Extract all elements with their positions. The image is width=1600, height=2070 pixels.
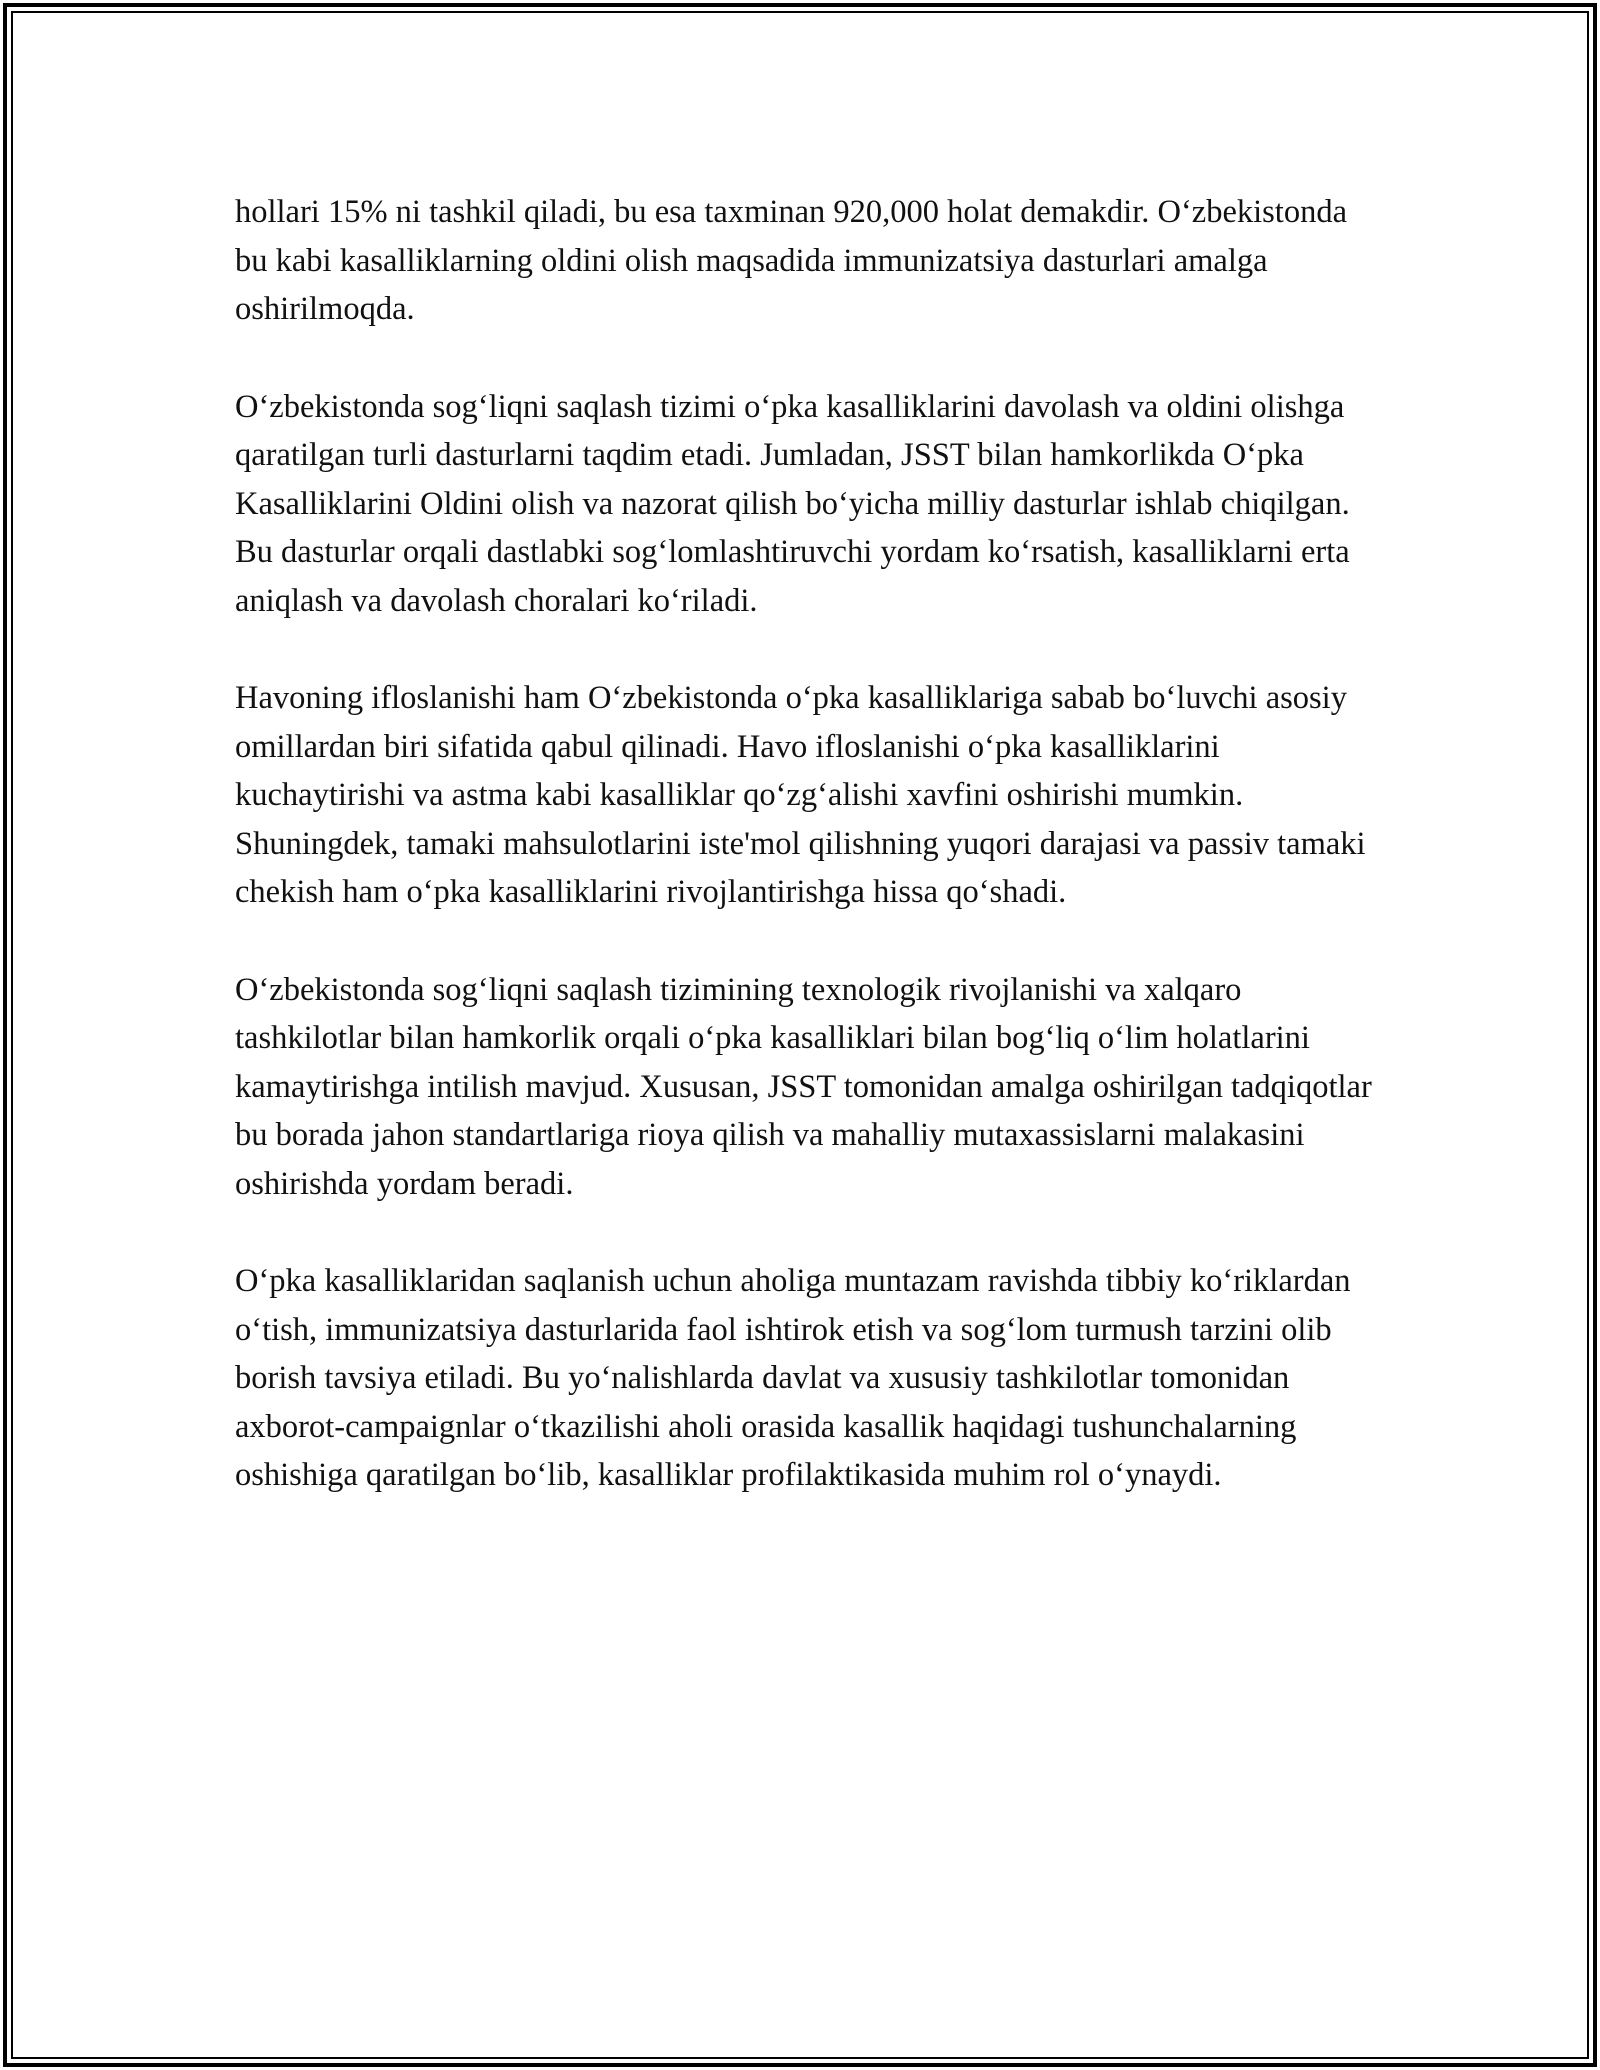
paragraph-5: O‘pka kasalliklaridan saqlanish uchun aholiga muntazam ravishda tibbiy ko‘riklardan o‘tish, immunizatsiya dasturlarida faol ishtirok etish va sog‘lom turmush tarzini olib borish tavsiya etiladi. Bu yo‘nalishlarda davlat va xususiy tashkilotlar tomonidan axborot-campaignlar o‘tkazilishi aholi orasida kasallik haqidagi tushunchalarning oshishiga qaratilgan bo‘lib, kasalliklar profilaktikasida muhim rol o‘ynaydi. [235, 1263, 1351, 1493]
paragraph-2: O‘zbekistonda sog‘liqni saqlash tizimi o‘pka kasalliklarini davolash va oldini olishga qaratilgan turli dasturlarni taqdim etadi. Jumladan, JSST bilan hamkorlikda O‘pka Kasalliklarini Oldini olish va nazorat qilish bo‘yicha milliy dasturlar ishlab chiqilgan. Bu dasturlar orqali dastlabki sog‘lomlashtiruvchi yordam ko‘rsatish, kasalliklarni erta aniqlash va davolash choralari ko‘riladi. [235, 388, 1350, 619]
paragraph-3: Havoning ifloslanishi ham O‘zbekistonda o‘pka kasalliklariga sabab bo‘luvchi asosiy omillardan biri sifatida qabul qilinadi. Havo ifloslanishi o‘pka kasalliklarini kuchaytirishi va astma kabi kasalliklar qo‘zg‘alishi xavfini oshirishi mumkin. Shuningdek, tamaki mahsulotlarini iste'mol qilishning yuqori darajasi va passiv tamaki chekish ham o‘pka kasalliklarini rivojlantirishga hissa qo‘shadi. [235, 680, 1366, 910]
paragraph-4: O‘zbekistonda sog‘liqni saqlash tizimining texnologik rivojlanishi va xalqaro tashkilotlar bilan hamkorlik orqali o‘pka kasalliklari bilan bog‘liq o‘lim holatlarini kamaytirishga intilish mavjud. Xususan, JSST tomonidan amalga oshirilgan tadqiqotlar bu borada jahon standartlariga rioya qilish va mahalliy mutaxassislarni malakasini oshirishda yordam beradi. [235, 971, 1372, 1202]
paragraph-1: hollari 15% ni tashkil qiladi, bu esa taxminan 920,000 holat demakdir. O‘zbekistonda bu kabi kasalliklarning oldini olish maqsadida immunizatsiya dasturlari amalga oshirilmoqda. [235, 194, 1347, 327]
document-body [235, 188, 1375, 1500]
